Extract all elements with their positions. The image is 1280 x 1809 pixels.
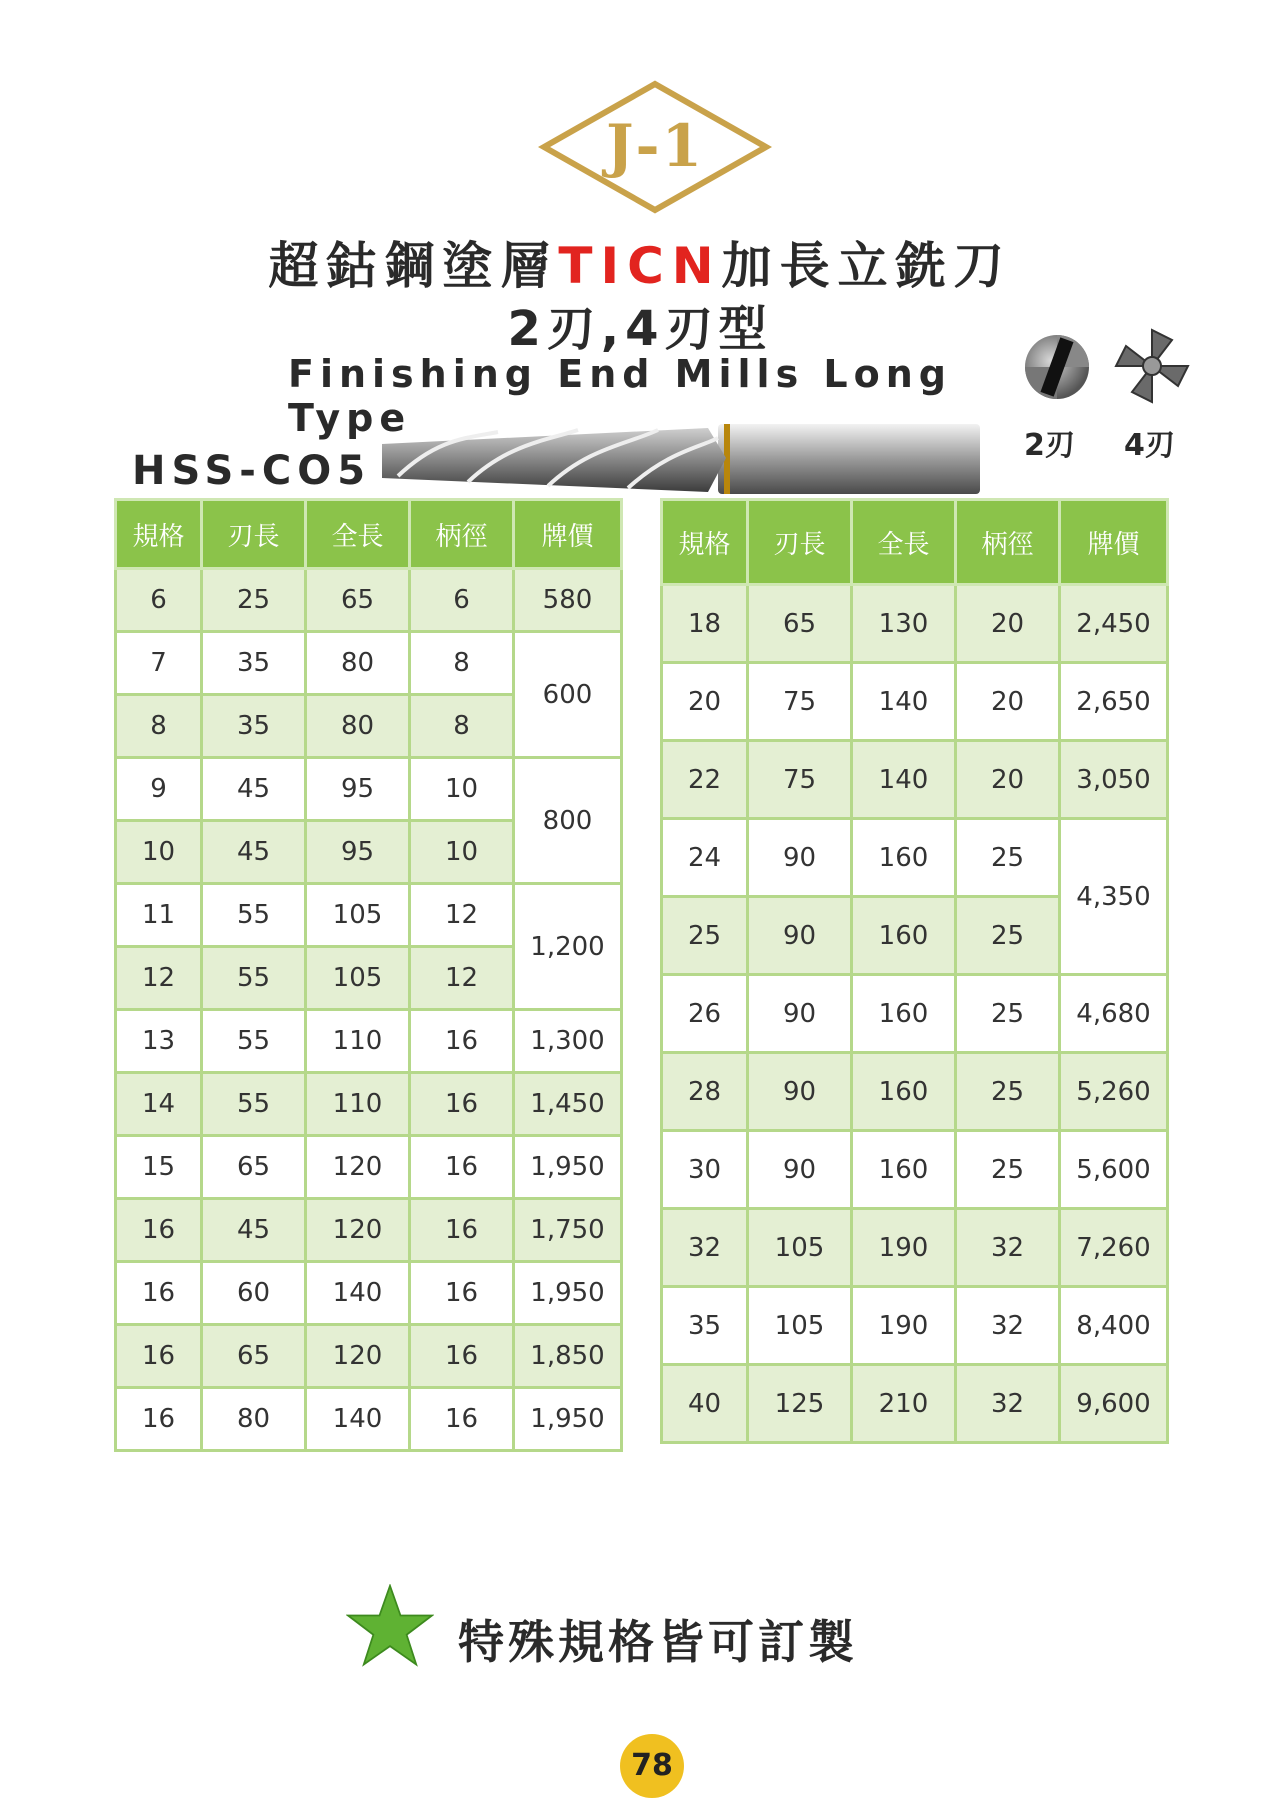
cell-shank-dia: 16	[410, 1388, 514, 1451]
title-zh-highlight: TICN	[558, 237, 722, 295]
cell-flute-length: 75	[748, 741, 852, 819]
cell-overall-length: 120	[306, 1136, 410, 1199]
cell-size: 16	[116, 1262, 202, 1325]
cell-overall-length: 210	[852, 1365, 956, 1443]
badge-label: J-1	[606, 112, 704, 180]
cell-overall-length: 160	[852, 1131, 956, 1209]
cell-size: 20	[662, 663, 748, 741]
cell-overall-length: 95	[306, 821, 410, 884]
cell-price: 800	[514, 758, 622, 884]
cell-price: 5,260	[1060, 1053, 1168, 1131]
cell-price: 1,950	[514, 1262, 622, 1325]
cell-size: 10	[116, 821, 202, 884]
cell-flute-length: 65	[202, 1325, 306, 1388]
cell-overall-length: 190	[852, 1287, 956, 1365]
cell-overall-length: 120	[306, 1199, 410, 1262]
cell-overall-length: 140	[306, 1262, 410, 1325]
col-header-size: 規格	[662, 500, 748, 585]
col-header-overall-length: 全長	[306, 500, 410, 569]
custom-order-note: 特殊規格皆可訂製	[458, 1615, 858, 1669]
table-header-row	[116, 500, 622, 569]
cell-size: 16	[116, 1388, 202, 1451]
cell-shank-dia: 20	[956, 741, 1060, 819]
col-header-size: 規格	[116, 500, 202, 569]
cell-flute-length: 90	[748, 897, 852, 975]
cell-shank-dia: 10	[410, 758, 514, 821]
cell-shank-dia: 32	[956, 1365, 1060, 1443]
cell-flute-length: 105	[748, 1287, 852, 1365]
cell-size: 6	[116, 569, 202, 632]
material-label: HSS-CO5	[132, 448, 372, 494]
cell-shank-dia: 32	[956, 1209, 1060, 1287]
cell-flute-length: 25	[202, 569, 306, 632]
cell-size: 25	[662, 897, 748, 975]
cell-flute-length: 65	[202, 1136, 306, 1199]
table-row	[116, 1199, 622, 1262]
cell-price: 1,950	[514, 1136, 622, 1199]
cell-shank-dia: 12	[410, 947, 514, 1010]
cell-shank-dia: 25	[956, 897, 1060, 975]
four-flute-label: 4刃	[1124, 428, 1175, 463]
cell-shank-dia: 25	[956, 1131, 1060, 1209]
table-row	[662, 1287, 1168, 1365]
cell-price: 2,650	[1060, 663, 1168, 741]
cell-size: 13	[116, 1010, 202, 1073]
cell-shank-dia: 25	[956, 975, 1060, 1053]
cell-flute-length: 55	[202, 1010, 306, 1073]
cell-overall-length: 130	[852, 585, 956, 663]
table-row	[662, 741, 1168, 819]
cell-overall-length: 140	[852, 741, 956, 819]
cell-overall-length: 160	[852, 975, 956, 1053]
cell-shank-dia: 16	[410, 1199, 514, 1262]
cell-price: 1,950	[514, 1388, 622, 1451]
cell-overall-length: 105	[306, 947, 410, 1010]
four-flute-icon	[1112, 326, 1192, 406]
table-header-row	[662, 500, 1168, 585]
col-header-overall-length: 全長	[852, 500, 956, 585]
cell-size: 8	[116, 695, 202, 758]
cell-shank-dia: 32	[956, 1287, 1060, 1365]
cell-overall-length: 110	[306, 1010, 410, 1073]
cell-price: 600	[514, 632, 622, 758]
cell-flute-length: 75	[748, 663, 852, 741]
cell-flute-length: 125	[748, 1365, 852, 1443]
two-flute-icon	[1022, 332, 1092, 402]
cell-overall-length: 65	[306, 569, 410, 632]
cell-flute-length: 80	[202, 1388, 306, 1451]
table-row	[662, 585, 1168, 663]
table-row	[116, 569, 622, 632]
cell-flute-length: 65	[748, 585, 852, 663]
cell-overall-length: 160	[852, 897, 956, 975]
cell-flute-length: 45	[202, 758, 306, 821]
cell-price: 1,300	[514, 1010, 622, 1073]
cell-price: 3,050	[1060, 741, 1168, 819]
spec-table-right	[660, 498, 1169, 1444]
cell-size: 18	[662, 585, 748, 663]
cell-price: 4,350	[1060, 819, 1168, 975]
cell-flute-length: 45	[202, 1199, 306, 1262]
cell-overall-length: 190	[852, 1209, 956, 1287]
end-mill-image	[378, 418, 982, 498]
cell-flute-length: 90	[748, 819, 852, 897]
cell-overall-length: 80	[306, 695, 410, 758]
cell-size: 28	[662, 1053, 748, 1131]
col-header-flute-length: 刃長	[748, 500, 852, 585]
cell-overall-length: 120	[306, 1325, 410, 1388]
col-header-price: 牌價	[1060, 500, 1168, 585]
cell-shank-dia: 16	[410, 1262, 514, 1325]
cell-size: 35	[662, 1287, 748, 1365]
cell-price: 4,680	[1060, 975, 1168, 1053]
cell-price: 9,600	[1060, 1365, 1168, 1443]
cell-shank-dia: 25	[956, 819, 1060, 897]
cell-flute-length: 90	[748, 975, 852, 1053]
cell-price: 1,850	[514, 1325, 622, 1388]
cell-flute-length: 90	[748, 1131, 852, 1209]
cell-price: 1,450	[514, 1073, 622, 1136]
table-row	[116, 1325, 622, 1388]
cell-overall-length: 105	[306, 884, 410, 947]
table-row	[116, 1010, 622, 1073]
cell-price: 2,450	[1060, 585, 1168, 663]
cell-price: 5,600	[1060, 1131, 1168, 1209]
table-row	[662, 1209, 1168, 1287]
cell-overall-length: 160	[852, 1053, 956, 1131]
cell-shank-dia: 16	[410, 1073, 514, 1136]
cell-size: 14	[116, 1073, 202, 1136]
cell-flute-length: 45	[202, 821, 306, 884]
page-subtitle: 2刃,4刃型	[507, 301, 773, 357]
table-row	[662, 663, 1168, 741]
cell-size: 11	[116, 884, 202, 947]
page-title-zh	[0, 226, 1280, 298]
cell-shank-dia: 8	[410, 695, 514, 758]
star-icon	[346, 1584, 434, 1668]
cell-price: 7,260	[1060, 1209, 1168, 1287]
cell-price: 8,400	[1060, 1287, 1168, 1365]
cell-overall-length: 140	[306, 1388, 410, 1451]
cell-size: 32	[662, 1209, 748, 1287]
cell-price: 1,750	[514, 1199, 622, 1262]
cell-shank-dia: 16	[410, 1325, 514, 1388]
cell-shank-dia: 16	[410, 1010, 514, 1073]
col-header-flute-length: 刃長	[202, 500, 306, 569]
table-row	[662, 1365, 1168, 1443]
cell-size: 22	[662, 741, 748, 819]
cell-size: 9	[116, 758, 202, 821]
col-header-price: 牌價	[514, 500, 622, 569]
cell-overall-length: 160	[852, 819, 956, 897]
cell-shank-dia: 16	[410, 1136, 514, 1199]
col-header-shank-dia: 柄徑	[956, 500, 1060, 585]
page-title-en: Finishing End Mills Long Type	[288, 352, 952, 440]
table-row	[662, 819, 1168, 897]
title-zh-pre: 超鈷鋼塗層	[268, 237, 559, 295]
cell-shank-dia: 12	[410, 884, 514, 947]
cell-overall-length: 140	[852, 663, 956, 741]
cell-size: 24	[662, 819, 748, 897]
cell-flute-length: 35	[202, 695, 306, 758]
cell-shank-dia: 8	[410, 632, 514, 695]
table-row	[116, 1073, 622, 1136]
table-row	[116, 1262, 622, 1325]
cell-price: 1,200	[514, 884, 622, 1010]
cell-shank-dia: 6	[410, 569, 514, 632]
table-row	[116, 1388, 622, 1451]
cell-flute-length: 55	[202, 884, 306, 947]
table-row	[662, 1131, 1168, 1209]
title-zh-post: 加長立銑刀	[721, 237, 1012, 295]
table-row	[116, 884, 622, 947]
cell-shank-dia: 10	[410, 821, 514, 884]
spec-table-left	[114, 498, 623, 1452]
cell-shank-dia: 20	[956, 663, 1060, 741]
table-row	[116, 632, 622, 695]
cell-size: 16	[116, 1325, 202, 1388]
cell-size: 16	[116, 1199, 202, 1262]
cell-size: 26	[662, 975, 748, 1053]
cell-flute-length: 55	[202, 1073, 306, 1136]
cell-size: 7	[116, 632, 202, 695]
page-number: 78	[620, 1734, 684, 1798]
cell-size: 30	[662, 1131, 748, 1209]
cell-flute-length: 105	[748, 1209, 852, 1287]
cell-size: 12	[116, 947, 202, 1010]
cell-overall-length: 80	[306, 632, 410, 695]
table-row	[116, 758, 622, 821]
cell-flute-length: 60	[202, 1262, 306, 1325]
table-row	[662, 975, 1168, 1053]
table-row	[662, 1053, 1168, 1131]
cell-shank-dia: 20	[956, 585, 1060, 663]
cell-price: 580	[514, 569, 622, 632]
col-header-shank-dia: 柄徑	[410, 500, 514, 569]
cell-flute-length: 55	[202, 947, 306, 1010]
cell-flute-length: 35	[202, 632, 306, 695]
table-row	[116, 1136, 622, 1199]
cell-flute-length: 90	[748, 1053, 852, 1131]
cell-size: 40	[662, 1365, 748, 1443]
cell-overall-length: 110	[306, 1073, 410, 1136]
cell-size: 15	[116, 1136, 202, 1199]
cell-overall-length: 95	[306, 758, 410, 821]
two-flute-label: 2刃	[1024, 428, 1075, 463]
cell-shank-dia: 25	[956, 1053, 1060, 1131]
